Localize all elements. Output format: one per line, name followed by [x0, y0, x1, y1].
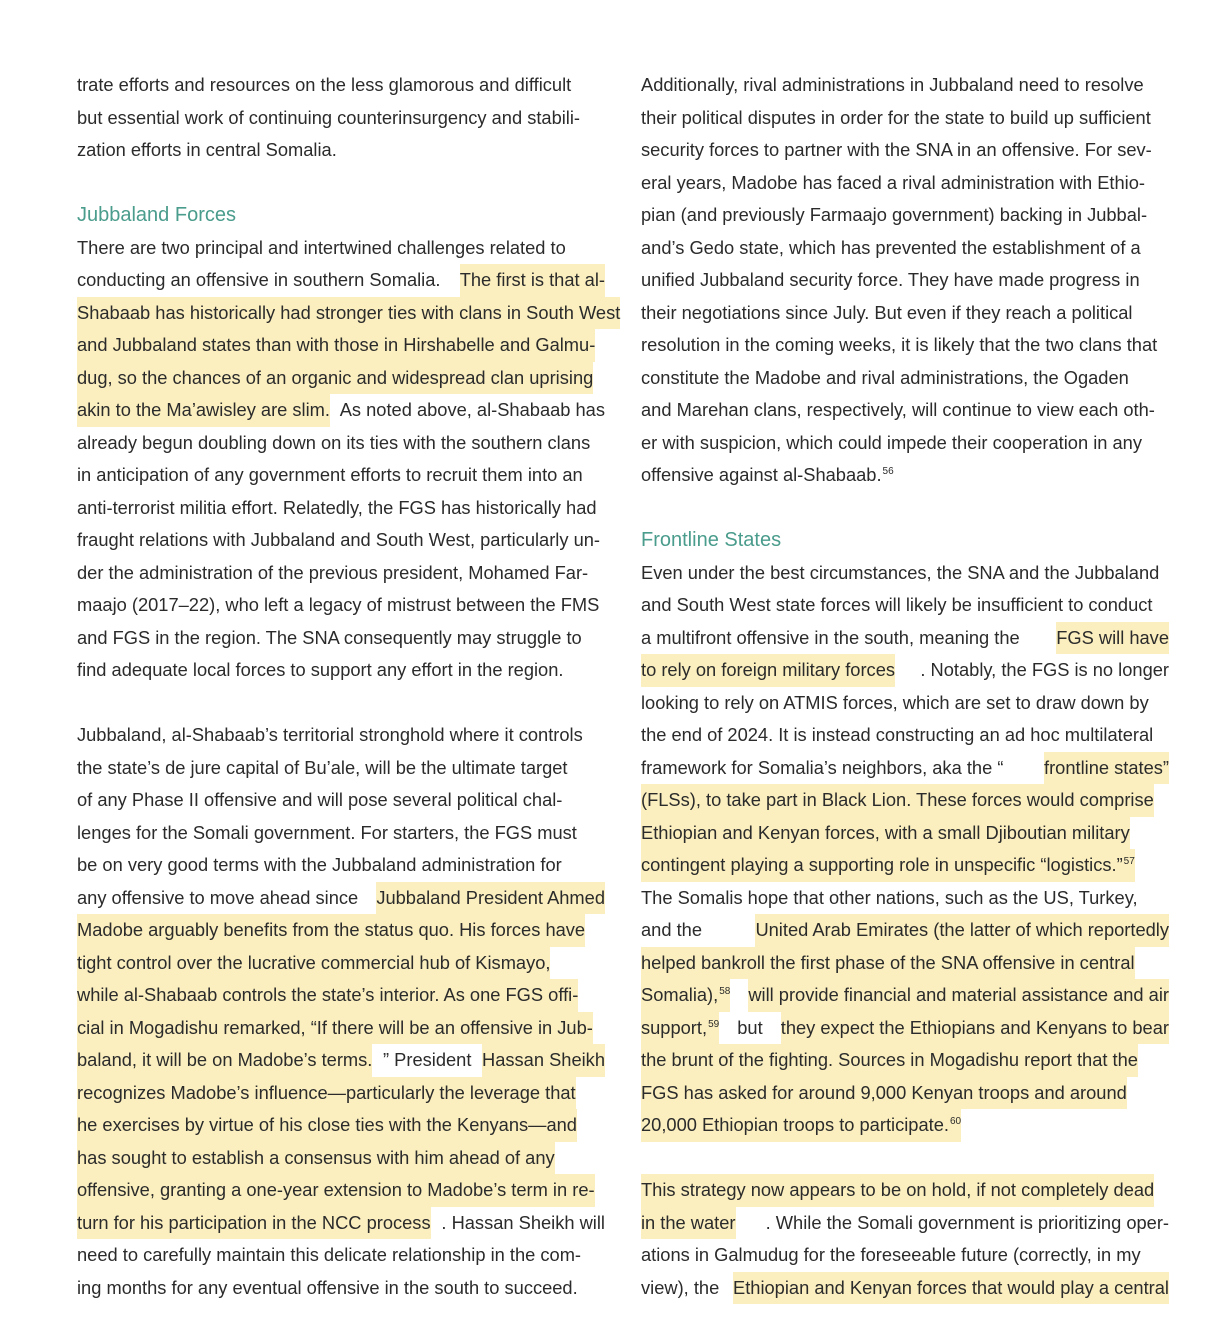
text-run: of any Phase II offensive and will pose several political chal-: [77, 789, 563, 810]
text-run: Ethiopian and Kenyan forces that would play a central: [733, 1276, 1169, 1298]
paragraph-gap: [641, 1142, 1169, 1175]
highlighted-text: [77, 947, 550, 980]
text-segment: [441, 1207, 605, 1240]
text-segment: [77, 102, 580, 135]
text-run: Jubbaland Forces: [77, 204, 236, 226]
text-run: and FGS in the region. The SNA consequently may struggle to: [77, 626, 582, 648]
text-run: while al-Shabaab controls the state’s interior. As one FGS offi-: [77, 984, 579, 1005]
text-segment: [77, 1239, 581, 1272]
text-line: [77, 947, 605, 980]
text-segment: [641, 427, 1142, 460]
highlighted-text: [748, 979, 1169, 1012]
text-run: their negotiations since July. But even if they reach a political: [641, 301, 1133, 323]
highlighted-text: [641, 1012, 719, 1045]
highlighted-text: [733, 1272, 1169, 1305]
text-segment: [77, 264, 441, 297]
text-line: [77, 784, 605, 817]
text-run: in anticipation of any government efforts to recruit them into an: [77, 464, 583, 485]
text-run: in the water: [641, 1211, 736, 1233]
text-segment: [641, 69, 1144, 102]
text-line: [77, 589, 605, 622]
section-heading: [77, 199, 605, 232]
highlighted-text: [77, 1142, 555, 1175]
highlighted-text: [641, 784, 1154, 817]
text-line: [641, 167, 1169, 200]
text-run: akin to the Ma’awisley are slim.: [77, 399, 330, 420]
text-run: 20,000 Ethiopian troops to participate.: [641, 1114, 949, 1135]
text-line: [77, 394, 605, 427]
text-run: cial in Mogadishu remarked, “If there will be an offensive in Jub-: [77, 1016, 593, 1038]
paragraph-gap: [641, 492, 1169, 525]
text-line: [77, 817, 605, 850]
text-segment: [641, 1239, 1141, 1272]
text-run: Frontline States: [641, 529, 782, 551]
highlighted-text: [77, 1077, 576, 1110]
footnote-ref: 59: [708, 1018, 720, 1030]
text-segment: [77, 719, 583, 752]
text-segment: [641, 752, 1003, 785]
text-line: [77, 1044, 605, 1077]
text-run: be on very good terms with the Jubbaland administration for: [77, 854, 562, 875]
text-segment: [340, 394, 605, 427]
text-run: FGS will have: [1056, 626, 1169, 648]
text-segment: [641, 622, 1020, 655]
text-run: resolution in the coming weeks, it is likely that the two clans that: [641, 334, 1158, 355]
text-line: [77, 134, 605, 167]
text-run: anti-terrorist militia effort. Relatedly, the FGS has historically had: [77, 496, 597, 518]
text-run: need to carefully maintain this delicate relationship in the com-: [77, 1244, 582, 1265]
text-line: [77, 979, 605, 1012]
highlighted-text: [641, 654, 895, 687]
text-line: [641, 1174, 1169, 1207]
text-line: [77, 329, 605, 362]
text-segment: [920, 654, 1169, 687]
text-run: looking to rely on ATMIS forces, which are set to draw down by: [641, 691, 1149, 713]
text-line: [641, 719, 1169, 752]
text-line: [77, 1142, 605, 1175]
text-run: Additionally, rival administrations in Jubbaland need to resolve: [641, 74, 1144, 95]
text-line: [77, 459, 605, 492]
text-line: [641, 1044, 1169, 1077]
text-run: lenges for the Somali government. For starters, the FGS must: [77, 821, 577, 843]
text-line: [77, 719, 605, 752]
text-line: [641, 362, 1169, 395]
text-segment: [77, 134, 337, 167]
text-line: [641, 752, 1169, 785]
highlighted-text: [77, 362, 593, 395]
text-line: [77, 1207, 605, 1240]
text-line: [77, 1077, 605, 1110]
text-run: Jubbaland President Ahmed: [376, 886, 605, 908]
text-line: [77, 752, 605, 785]
text-run: The Somalis hope that other nations, such as the US, Turkey,: [641, 886, 1138, 908]
highlighted-text: [77, 297, 620, 330]
highlighted-text: [77, 1109, 577, 1142]
highlighted-text: [755, 914, 1169, 947]
text-run: conducting an offensive in southern Somalia.: [77, 269, 441, 290]
text-line: [77, 232, 605, 265]
text-segment: [77, 752, 568, 785]
text-line: [641, 687, 1169, 720]
text-run: already begun doubling down on its ties with the southern clans: [77, 431, 591, 453]
highlighted-text: [77, 914, 585, 947]
text-line: [641, 947, 1169, 980]
text-run: but essential work of continuing counterinsurgency and stabili-: [77, 106, 581, 128]
text-line: [641, 134, 1169, 167]
text-run: (FLSs), to take part in Black Lion. These forces would comprise: [641, 789, 1154, 810]
highlighted-text: [482, 1044, 605, 1077]
text-run: ing months for any eventual offensive in the south to succeed.: [77, 1276, 578, 1298]
text-run: the brunt of the fighting. Sources in Mogadishu report that the: [641, 1049, 1138, 1070]
text-segment: [641, 524, 781, 557]
text-run: Jubbaland, al-Shabaab’s territorial stronghold where it controls: [77, 724, 583, 745]
text-line: [641, 459, 1169, 492]
text-line: [641, 914, 1169, 947]
highlighted-text: [641, 1174, 1154, 1207]
highlighted-text: [77, 1012, 593, 1045]
highlighted-text: [376, 882, 605, 915]
text-run: pian (and previously Farmaajo government) backing in Jubbal-: [641, 204, 1148, 225]
text-run: maajo (2017–22), who left a legacy of mistrust between the FMS: [77, 594, 600, 615]
text-line: [77, 557, 605, 590]
highlighted-text: [1044, 752, 1169, 785]
text-segment: [641, 329, 1157, 362]
text-run: unified Jubbaland security force. They have made progress in: [641, 269, 1140, 290]
text-run: Hassan Sheikh: [482, 1049, 605, 1070]
highlighted-text: [641, 1077, 1127, 1110]
text-run: . While the Somali government is prioritizing oper-: [765, 1211, 1169, 1233]
text-run: view), the: [641, 1276, 720, 1298]
text-line: [641, 394, 1169, 427]
text-run: Ethiopian and Kenyan forces, with a small Djiboutian military: [641, 821, 1130, 843]
text-run: eral years, Madobe has faced a rival administration with Ethio-: [641, 171, 1145, 193]
text-run: FGS has asked for around 9,000 Kenyan troops and around: [641, 1081, 1127, 1103]
text-run: zation efforts in central Somalia.: [77, 139, 337, 160]
footnote-ref: 60: [949, 1116, 962, 1127]
text-segment: [77, 622, 582, 655]
text-segment: [737, 1012, 762, 1045]
text-line: [77, 264, 605, 297]
text-run: contingent playing a supporting role in unspecific “logistics.”: [641, 854, 1123, 875]
text-segment: [77, 69, 571, 102]
highlighted-text: [641, 1109, 961, 1142]
text-line: [641, 849, 1169, 882]
paragraph-gap: [77, 167, 605, 200]
text-segment: [641, 102, 1151, 135]
text-run: offensive, granting a one-year extension to Madobe’s term in re-: [77, 1179, 595, 1200]
text-line: [641, 1272, 1169, 1305]
highlighted-text: [641, 849, 1135, 882]
footnote-ref: 57: [1123, 856, 1135, 867]
text-segment: [641, 882, 1138, 915]
text-run: and Marehan clans, respectively, will continue to view each oth-: [641, 399, 1155, 420]
text-run: There are two principal and intertwined challenges related to: [77, 236, 566, 258]
text-run: and Jubbaland states than with those in Hirshabelle and Galmu-: [77, 334, 596, 355]
text-line: [77, 882, 605, 915]
text-line: [641, 297, 1169, 330]
text-run: Even under the best circumstances, the SNA and the Jubbaland: [641, 561, 1160, 583]
text-run: fraught relations with Jubbaland and South West, particularly un-: [77, 529, 601, 550]
text-run: recognizes Madobe’s influence—particularly the leverage that: [77, 1081, 576, 1103]
text-run: they expect the Ethiopians and Kenyans to bear: [780, 1016, 1169, 1038]
text-run: United Arab Emirates (the latter of which reportedly: [755, 919, 1169, 940]
text-segment: [77, 427, 590, 460]
footnote-ref: 58: [719, 986, 731, 997]
text-line: [641, 102, 1169, 135]
text-run: support,: [641, 1016, 708, 1038]
text-segment: [641, 1272, 719, 1305]
text-line: [641, 264, 1169, 297]
text-line: [77, 1272, 605, 1305]
text-line: [641, 817, 1169, 850]
text-segment: [77, 524, 600, 557]
text-segment: [641, 232, 1141, 265]
text-run: but: [737, 1016, 763, 1038]
text-line: [641, 654, 1169, 687]
text-run: constitute the Madobe and rival administrations, the Ogaden: [641, 366, 1129, 388]
highlighted-text: [77, 1174, 595, 1207]
text-run: he exercises by virtue of his close ties with the Kenyans—and: [77, 1114, 577, 1135]
text-line: [641, 784, 1169, 817]
text-line: [641, 1077, 1169, 1110]
highlighted-text: [641, 979, 730, 1012]
text-line: [77, 297, 621, 330]
text-line: [641, 622, 1169, 655]
text-segment: [641, 589, 1152, 622]
right-column: [641, 69, 1169, 1304]
text-segment: [641, 297, 1133, 330]
text-line: [641, 882, 1169, 915]
text-line: [641, 329, 1169, 362]
text-segment: [766, 1207, 1169, 1240]
text-run: and’s Gedo state, which has prevented the establishment of a: [641, 236, 1141, 258]
text-run: turn for his participation in the NCC process: [77, 1211, 431, 1233]
text-run: offensive against al-Shabaab.: [641, 464, 882, 485]
text-line: [77, 69, 605, 102]
highlighted-text: [77, 1044, 372, 1077]
text-segment: [641, 264, 1140, 297]
text-run: frontline states”: [1044, 756, 1169, 778]
text-line: [77, 1012, 605, 1045]
paragraph-gap: [77, 687, 605, 720]
text-run: the end of 2024. It is instead constructing an ad hoc multilateral: [641, 724, 1154, 745]
highlighted-text: [781, 1012, 1169, 1045]
text-run: helped bankroll the first phase of the SNA offensive in central: [641, 951, 1135, 973]
text-line: [77, 1174, 605, 1207]
text-run: ations in Galmudug for the foreseeable future (correctly, in my: [641, 1244, 1141, 1265]
text-run: tight control over the lucrative commercial hub of Kismayo,: [77, 951, 551, 973]
text-run: As noted above, al-Shabaab has: [339, 399, 605, 420]
text-run: the state’s de jure capital of Bu’ale, will be the ultimate target: [77, 756, 568, 778]
left-column: [77, 69, 621, 1304]
text-line: [641, 199, 1169, 232]
text-line: [641, 1012, 1169, 1045]
highlighted-text: [77, 329, 595, 362]
text-segment: [77, 1272, 578, 1305]
text-line: [641, 557, 1169, 590]
text-segment: [641, 394, 1155, 427]
text-line: [77, 427, 605, 460]
text-segment: [77, 459, 583, 492]
text-run: a multifront offensive in the south, meaning the: [641, 626, 1020, 648]
text-run: . Hassan Sheikh will: [441, 1211, 605, 1233]
text-run: dug, so the chances of an organic and widespread clan uprising: [77, 366, 594, 388]
text-segment: [77, 882, 358, 915]
text-run: ” President: [383, 1049, 472, 1070]
text-run: framework for Somalia’s neighbors, aka the “: [641, 756, 1004, 778]
text-line: [77, 362, 605, 395]
text-run: Madobe arguably benefits from the status quo. His forces have: [77, 919, 586, 940]
highlighted-text: [1056, 622, 1169, 655]
text-run: has sought to establish a consensus with him ahead of any: [77, 1146, 555, 1168]
text-line: [77, 849, 605, 882]
text-run: baland, it will be on Madobe’s terms.: [77, 1049, 373, 1070]
text-run: This strategy now appears to be on hold, if not completely dead: [641, 1179, 1155, 1200]
text-run: Somalia),: [641, 984, 719, 1005]
highlighted-text: [77, 979, 578, 1012]
text-line: [641, 232, 1169, 265]
highlighted-text: [641, 947, 1135, 980]
text-run: Shabaab has historically had stronger ties with clans in South West: [77, 301, 621, 323]
text-segment: [77, 199, 236, 232]
text-run: The first is that al-: [459, 269, 605, 290]
text-segment: [77, 232, 566, 265]
text-run: will provide financial and material assistance and air: [748, 984, 1169, 1005]
text-segment: [77, 557, 588, 590]
text-segment: [77, 654, 563, 687]
text-run: and the: [641, 919, 702, 940]
highlighted-text: [641, 817, 1130, 850]
text-run: der the administration of the previous president, Mohamed Far-: [77, 561, 589, 583]
text-run: security forces to partner with the SNA in an offensive. For sev-: [641, 139, 1152, 160]
text-line: [641, 1109, 1169, 1142]
text-run: er with suspicion, which could impede their cooperation in any: [641, 431, 1142, 453]
text-line: [77, 622, 605, 655]
text-line: [641, 1239, 1169, 1272]
text-run: to rely on foreign military forces: [641, 659, 896, 680]
text-segment: [77, 849, 562, 882]
text-line: [641, 1207, 1169, 1240]
highlighted-text: [460, 264, 605, 297]
text-run: any offensive to move ahead since: [77, 886, 359, 908]
text-segment: [641, 557, 1159, 590]
text-line: [641, 589, 1169, 622]
text-run: . Notably, the FGS is no longer: [920, 659, 1169, 680]
text-segment: [77, 784, 562, 817]
text-segment: [383, 1044, 471, 1077]
footnote-ref: 56: [882, 466, 894, 477]
text-segment: [77, 589, 599, 622]
text-segment: [641, 719, 1153, 752]
highlighted-text: [641, 1207, 736, 1240]
text-segment: [641, 687, 1149, 720]
text-line: [77, 654, 605, 687]
text-segment: [641, 459, 894, 492]
text-line: [77, 492, 605, 525]
text-line: [77, 1239, 605, 1272]
text-segment: [641, 914, 702, 947]
text-run: trate efforts and resources on the less glamorous and difficult: [77, 74, 572, 95]
text-segment: [641, 362, 1129, 395]
text-run: and South West state forces will likely be insufficient to conduct: [641, 594, 1153, 615]
highlighted-text: [77, 394, 330, 427]
text-run: their political disputes in order for the state to build up sufficient: [641, 106, 1151, 128]
text-segment: [77, 492, 597, 525]
text-line: [641, 69, 1169, 102]
text-segment: [641, 134, 1152, 167]
text-segment: [641, 199, 1147, 232]
highlighted-text: [77, 1207, 431, 1240]
text-line: [641, 427, 1169, 460]
text-line: [77, 102, 605, 135]
highlighted-text: [641, 1044, 1138, 1077]
text-line: [77, 914, 605, 947]
text-line: [77, 524, 605, 557]
text-line: [77, 1109, 605, 1142]
text-line: [641, 979, 1169, 1012]
section-heading: [641, 524, 1169, 557]
text-run: find adequate local forces to support any effort in the region.: [77, 659, 564, 680]
text-segment: [77, 817, 577, 850]
text-segment: [641, 167, 1145, 200]
